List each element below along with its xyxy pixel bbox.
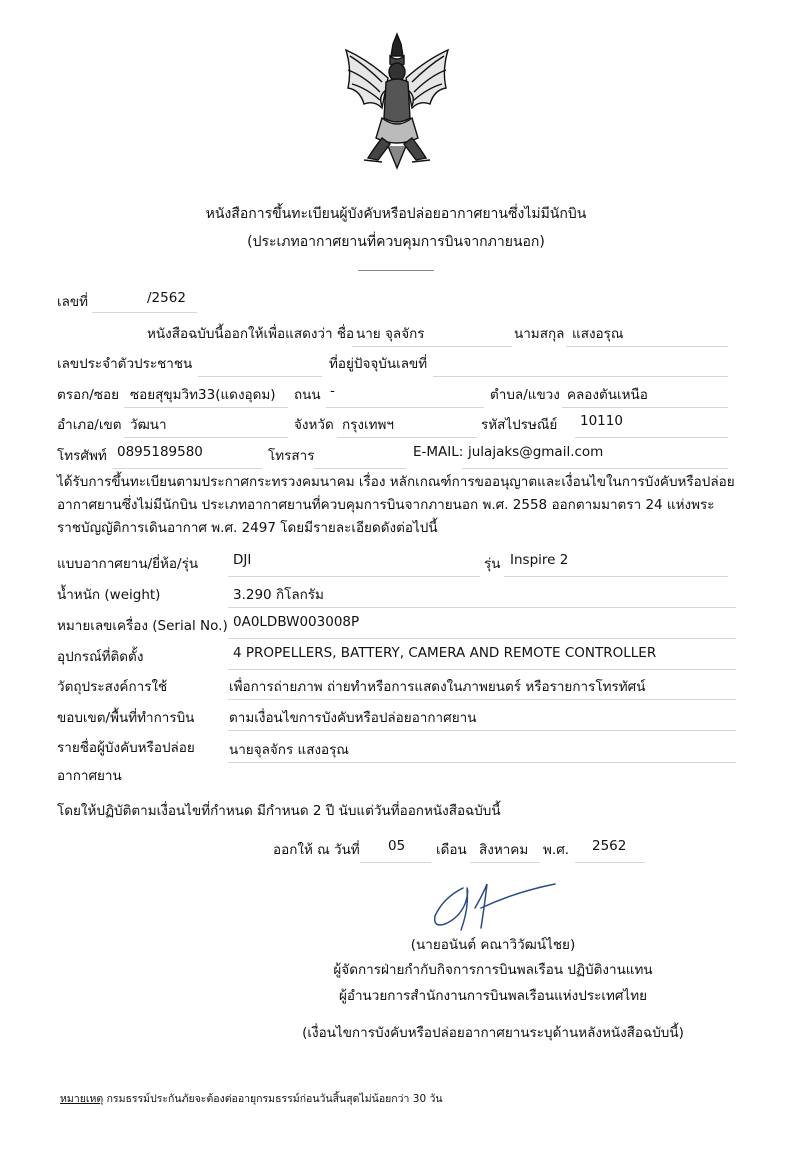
- validity-statement: โดยให้ปฏิบัติตามเงื่อนไขที่กำหนด มีกำหนด 2 ปี นับแต่วันที่ออกหนังสือฉบับนี้: [57, 803, 501, 819]
- doc-number-line: [92, 312, 197, 313]
- soi-line: [124, 407, 288, 408]
- document-title: หนังสือการขึ้นทะเบียนผู้บังคับหรือปล่อยอากาศยานซึ่งไม่มีนักบิน: [205, 206, 587, 222]
- postcode-label: รหัสไปรษณีย์: [481, 417, 558, 433]
- district-label: อำเภอ/เขต: [57, 417, 122, 433]
- purpose-label: วัตถุประสงค์การใช้: [57, 679, 168, 695]
- soi-label: ตรอก/ซอย: [57, 387, 120, 403]
- district-line: [124, 437, 288, 438]
- pilot-line: [228, 762, 736, 763]
- phone-label: โทรศัพท์: [57, 448, 107, 464]
- footnote: [60, 1090, 443, 1107]
- aircraft-model-line: [504, 576, 728, 577]
- flight-area-value: ตามเงื่อนไขการบังคับหรือปล่อยอากาศยาน: [229, 710, 477, 726]
- aircraft-brand-label: แบบอากาศยาน/ยี่ห้อ/รุ่น: [57, 556, 199, 572]
- address-label: ที่อยู่ปัจจุบันเลขที่: [329, 356, 428, 372]
- issue-month-line: [470, 862, 540, 863]
- purpose-value: เพื่อการถ่ายภาพ ถ่ายทำหรือการแสดงในภาพยนตร์ หรือรายการโทรทัศน์: [229, 679, 646, 695]
- district-value: วัฒนา: [130, 417, 167, 433]
- fax-label: โทรสาร: [268, 448, 315, 464]
- garuda-emblem-icon: [338, 30, 456, 172]
- citizen-id-label: เลขประจำตัวประชาชน: [57, 356, 193, 372]
- email-label: E-MAIL:: [413, 444, 464, 460]
- email-value: julajaks@gmail.com: [468, 444, 604, 460]
- phone-line: [112, 468, 262, 469]
- province-value: กรุงเทพฯ: [342, 417, 395, 433]
- document-subtitle: (ประเภทอากาศยานที่ควบคุมการบินจากภายนอก): [247, 234, 545, 250]
- aircraft-model-value: Inspire 2: [510, 552, 569, 568]
- footnote-label: หมายเหตุ: [60, 1093, 104, 1105]
- province-line: [337, 437, 477, 438]
- road-line: [326, 407, 484, 408]
- weight-label: น้ำหนัก (weight): [57, 587, 161, 603]
- signatory-name: (นายอนันต์ คณาวิวัฒน์ไชย): [410, 937, 576, 953]
- conditions-note: (เงื่อนไขการบังคับหรือปล่อยอากาศยานระบุด้านหลังหนังสือฉบับนี้): [302, 1025, 684, 1041]
- issue-date-label: ออกให้ ณ วันที่: [273, 842, 360, 858]
- issue-month-label: เดือน: [436, 842, 467, 858]
- surname-line: [566, 346, 728, 347]
- subdistrict-label: ตำบล/แขวง: [490, 387, 560, 403]
- issue-year-value: 2562: [592, 838, 627, 854]
- holder-name-line: [352, 346, 512, 347]
- signatory-position-1: ผู้จัดการฝ่ายกำกับกิจการการบินพลเรือน ปฏิบัติงานแทน: [333, 962, 653, 978]
- signatory-position-2: ผู้อำนวยการสำนักงานการบินพลเรือนแห่งประเทศไทย: [338, 988, 648, 1004]
- soi-value: ซอยสุขุมวิท33(แดงอุดม): [130, 387, 276, 403]
- surname-value: แสงอรุณ: [572, 326, 624, 342]
- equipment-line: [228, 669, 736, 670]
- fax-line: [314, 468, 406, 469]
- doc-number-value: /2562: [147, 290, 186, 306]
- issue-year-line: [575, 862, 645, 863]
- pilot-label-line1: รายชื่อผู้บังคับหรือปล่อย: [57, 740, 195, 756]
- road-value: -: [330, 383, 335, 399]
- aircraft-brand-value: DJI: [233, 552, 252, 568]
- registration-paragraph: ได้รับการขึ้นทะเบียนตามประกาศกระทรวงคมนาคม เรื่อง หลักเกณฑ์การขออนุญาตและเงื่อนไขในการบังคับหรือปล่อยอากาศยานซึ่งไม่มีนักบิน ประเภทอากาศยานที่ควบคุมการบินจากภายนอก พ.ศ. 2558 ออกตามมาตรา 24 แห่งพระราชบัญญัติการเดินอากาศ พ.ศ. 2497 โดยมีรายละเอียดดังต่อไปนี้: [57, 474, 735, 536]
- flight-area-line: [228, 730, 736, 731]
- subdistrict-value: คลองตันเหนือ: [567, 387, 648, 403]
- surname-label: นามสกุล: [514, 326, 565, 342]
- aircraft-model-label: รุ่น: [484, 556, 501, 572]
- purpose-line: [228, 699, 736, 700]
- address-line: [433, 376, 728, 377]
- citizen-id-line: [198, 376, 322, 377]
- pilot-label-line2: อากาศยาน: [57, 768, 122, 784]
- weight-line: [228, 607, 736, 608]
- province-label: จังหวัด: [294, 417, 334, 433]
- issue-month-value: สิงหาคม: [479, 842, 529, 858]
- signature-icon: [425, 880, 565, 932]
- subdistrict-line: [562, 407, 728, 408]
- serial-label: หมายเลขเครื่อง (Serial No.): [57, 618, 228, 634]
- equipment-label: อุปกรณ์ที่ติดตั้ง: [57, 649, 144, 665]
- doc-number-label: เลขที่: [57, 294, 89, 310]
- equipment-value: 4 PROPELLERS, BATTERY, CAMERA AND REMOTE CONTROLLER: [233, 645, 657, 661]
- pilot-value: นายจุลจักร แสงอรุณ: [229, 742, 349, 758]
- serial-value: 0A0LDBW003008P: [233, 614, 360, 630]
- flight-area-label: ขอบเขต/พื้นที่ทำการบิน: [57, 710, 195, 726]
- road-label: ถนน: [294, 387, 321, 403]
- holder-intro: หนังสือฉบับนี้ออกให้เพื่อแสดงว่า ชื่อ: [147, 326, 355, 342]
- phone-value: 0895189580: [117, 444, 203, 460]
- postcode-line: [575, 437, 728, 438]
- title-divider: [358, 270, 434, 271]
- email-line: [462, 468, 728, 469]
- footnote-text: กรมธรรม์ประกันภัยจะต้องต่ออายุกรมธรรม์ก่อนวันสิ้นสุดไม่น้อยกว่า 30 วัน: [103, 1093, 443, 1105]
- issue-year-label: พ.ศ.: [543, 842, 570, 858]
- issue-day-value: 05: [388, 838, 406, 854]
- postcode-value: 10110: [580, 413, 623, 429]
- weight-value: 3.290 กิโลกรัม: [233, 587, 324, 603]
- aircraft-brand-line: [228, 576, 480, 577]
- holder-name: นาย จุลจักร: [356, 326, 425, 342]
- issue-day-line: [360, 862, 431, 863]
- serial-line: [228, 638, 736, 639]
